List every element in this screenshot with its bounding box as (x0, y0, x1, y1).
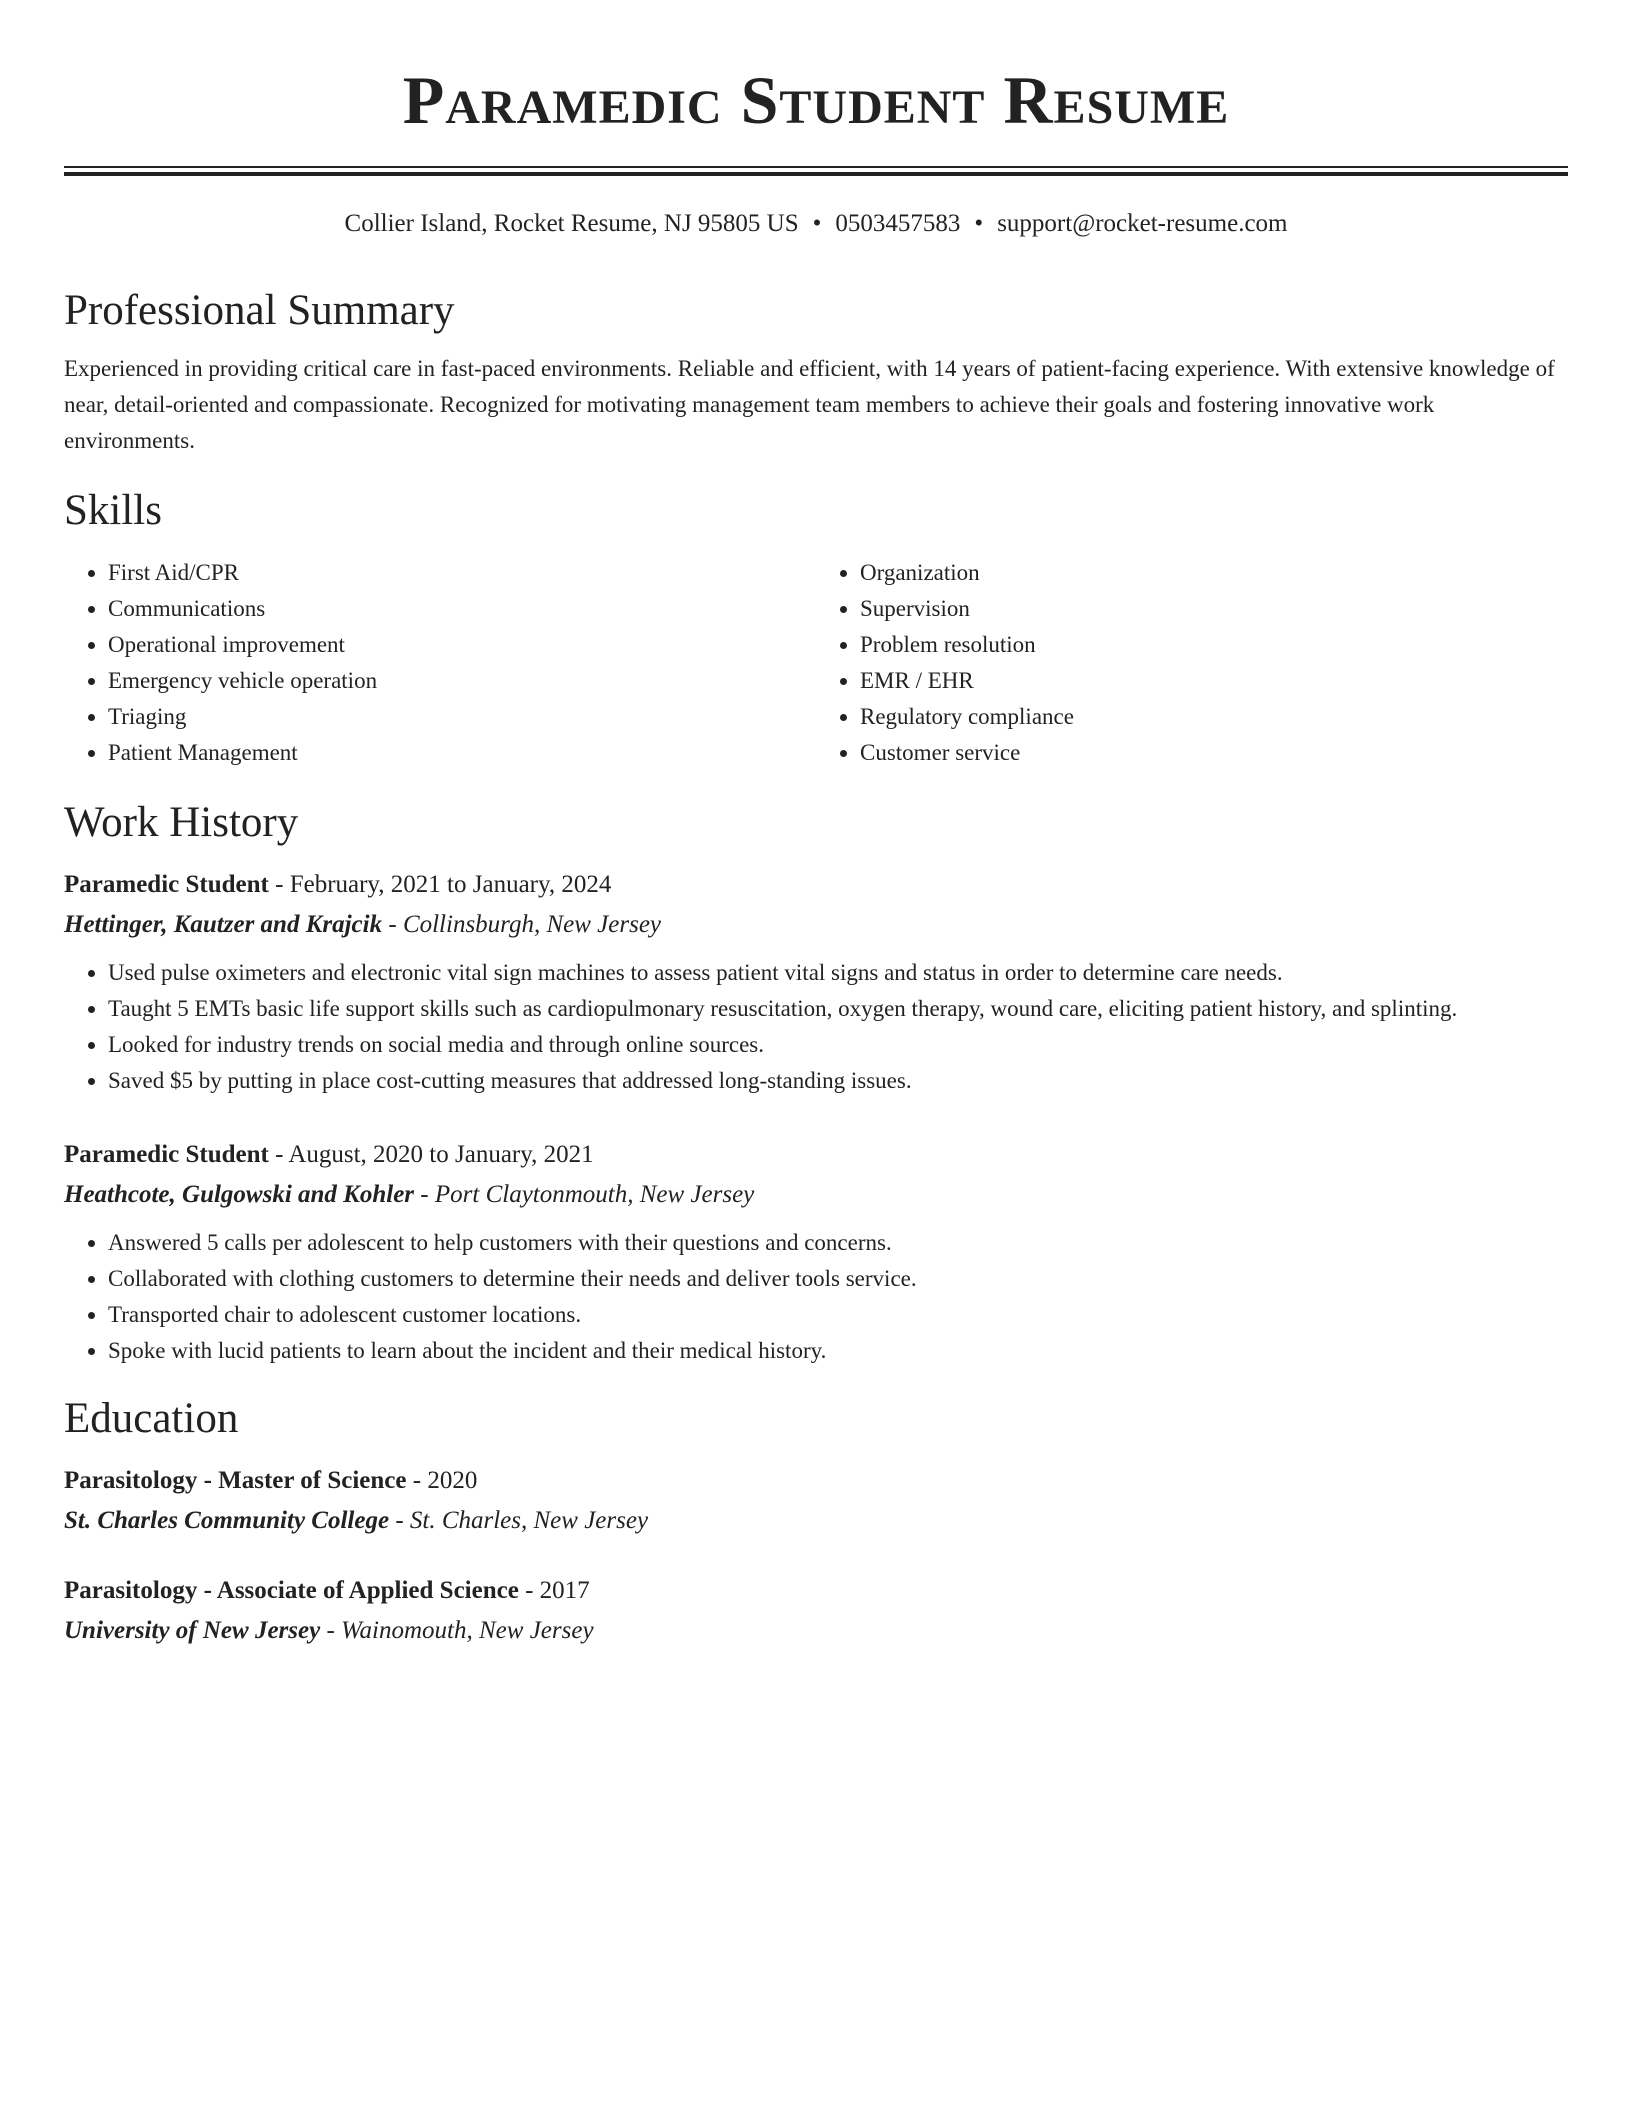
skill-item: • Communications (108, 591, 816, 627)
job-bullets (64, 1225, 1568, 1369)
skill-item: • Triaging (108, 699, 816, 735)
contact-address: Collier Island, Rocket Resume, NJ 95805 US (344, 210, 799, 237)
education-entry (64, 1571, 1568, 1651)
job-dates: February, 2021 to January, 2024 (289, 871, 612, 898)
job-bullets (64, 955, 1568, 1099)
education-school: St. Charles Community College (64, 1507, 390, 1534)
job-title-line: Paramedic Student - August, 2020 to January, 2021 (64, 1141, 594, 1168)
job-dates: August, 2020 to January, 2021 (288, 1141, 594, 1168)
education-school-line: St. Charles Community College - St. Charles, New Jersey (64, 1507, 649, 1534)
job-entry (64, 865, 1568, 1099)
job-bullet: • Taught 5 EMTs basic life support skills such as cardiopulmonary resuscitation, oxygen therapy, wound care, eliciting patient history, and splinting. (108, 991, 1568, 1027)
job-title-line: Paramedic Student - February, 2021 to January, 2024 (64, 871, 612, 898)
education-year: 2020 (427, 1467, 478, 1494)
title-divider (64, 166, 1568, 176)
education-year: 2017 (539, 1577, 590, 1604)
job-company-line: Heathcote, Gulgowski and Kohler - Port Claytonmouth, New Jersey (64, 1181, 755, 1208)
job-location: Collinsburgh, New Jersey (402, 911, 662, 938)
skills-list-left (64, 555, 816, 771)
skills-columns (64, 555, 1568, 771)
skill-item: • First Aid/CPR (108, 555, 816, 591)
skill-item: • EMR / EHR (860, 663, 1568, 699)
resume-title: Paramedic Student Resume (402, 62, 1230, 138)
skill-item: • Customer service (860, 735, 1568, 771)
education-school-line: University of New Jersey - Wainomouth, New Jersey (64, 1617, 594, 1644)
contact-separator: • (812, 210, 822, 237)
education-school: University of New Jersey (64, 1617, 321, 1644)
job-entry (64, 1135, 1568, 1369)
job-bullet: • Looked for industry trends on social media and through online sources. (108, 1027, 1568, 1063)
education-degree: Parasitology - Associate of Applied Science (64, 1577, 519, 1604)
job-bullet: • Spoke with lucid patients to learn about the incident and their medical history. (108, 1333, 1568, 1369)
summary-text: Experienced in providing critical care in fast-paced environments. Reliable and efficient, with 14 years of patient-facing experience. With extensive knowledge of near, detail-oriented and compassionate. Recognized for motivating management team members to achieve their goals and fostering innovative work environments. (64, 356, 1555, 453)
education-entry (64, 1461, 1568, 1541)
skill-item: • Operational improvement (108, 627, 816, 663)
skill-item: • Patient Management (108, 735, 816, 771)
job-title: Paramedic Student (64, 871, 269, 898)
skill-item: • Emergency vehicle operation (108, 663, 816, 699)
contact-phone: 0503457583 (835, 210, 961, 237)
job-location: Port Claytonmouth, New Jersey (434, 1181, 755, 1208)
education-degree: Parasitology - Master of Science (64, 1467, 407, 1494)
job-bullet: • Transported chair to adolescent customer locations. (108, 1297, 1568, 1333)
contact-line (64, 207, 1568, 241)
education-heading: Education (64, 1395, 239, 1442)
work-history-heading: Work History (64, 799, 299, 846)
contact-separator: • (974, 210, 984, 237)
job-bullet: • Used pulse oximeters and electronic vital sign machines to assess patient vital signs and status in order to determine care needs. (108, 955, 1568, 991)
contact-email: support@rocket-resume.com (997, 210, 1288, 237)
skills-heading: Skills (64, 487, 162, 534)
job-company-line: Hettinger, Kautzer and Krajcik - Collinsburgh, New Jersey (64, 911, 662, 938)
education-location: Wainomouth, New Jersey (341, 1617, 594, 1644)
job-bullet: • Collaborated with clothing customers to determine their needs and deliver tools service. (108, 1261, 1568, 1297)
job-bullet: • Saved $5 by putting in place cost-cutting measures that addressed long-standing issues. (108, 1063, 1568, 1099)
job-bullet: • Answered 5 calls per adolescent to help customers with their questions and concerns. (108, 1225, 1568, 1261)
skills-list-right (816, 555, 1568, 771)
skill-item: • Problem resolution (860, 627, 1568, 663)
skill-item: • Supervision (860, 591, 1568, 627)
job-company: Hettinger, Kautzer and Krajcik (64, 911, 383, 938)
skill-item: • Organization (860, 555, 1568, 591)
education-degree-line: Parasitology - Associate of Applied Science - 2017 (64, 1577, 590, 1604)
skill-item: • Regulatory compliance (860, 699, 1568, 735)
education-location: St. Charles, New Jersey (409, 1507, 649, 1534)
job-company: Heathcote, Gulgowski and Kohler (64, 1181, 415, 1208)
education-degree-line: Parasitology - Master of Science - 2020 (64, 1467, 478, 1494)
summary-heading: Professional Summary (64, 287, 455, 334)
job-title: Paramedic Student (64, 1141, 269, 1168)
